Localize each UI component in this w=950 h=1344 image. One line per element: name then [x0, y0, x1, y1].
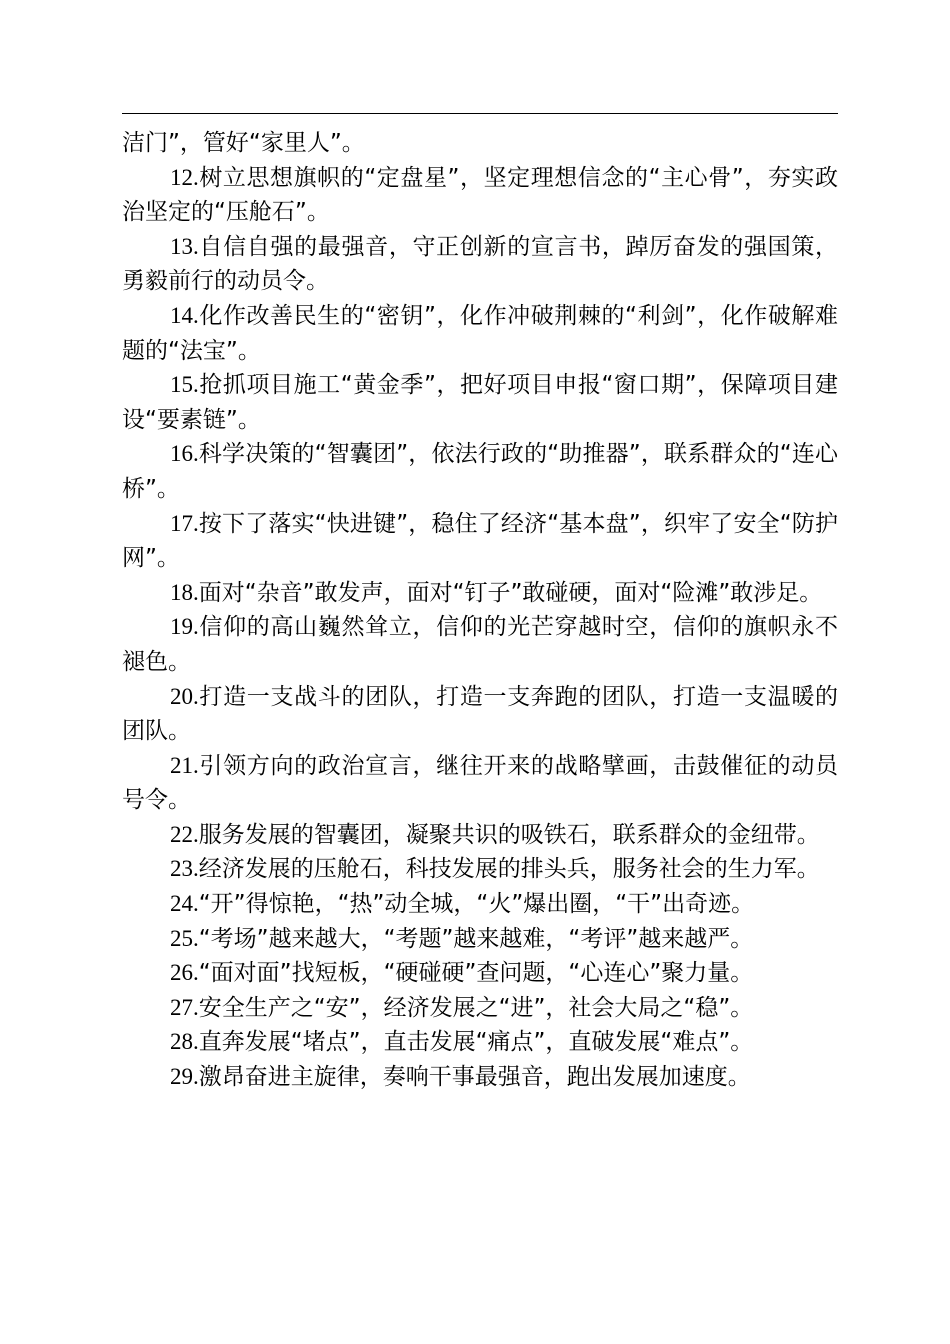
- item-number: 25.: [170, 925, 199, 951]
- list-item: [122, 576, 838, 611]
- item-text: 信仰的高山巍然耸立，信仰的光芒穿越时空，信仰的旗帜永不褪色。: [122, 614, 838, 675]
- item-number: 22.: [170, 821, 199, 847]
- list-item: [122, 299, 838, 368]
- list-item: [122, 956, 838, 991]
- item-number: 24.: [170, 891, 199, 917]
- document-body: [122, 126, 838, 1095]
- item-text: “面对面”找短板，“硬碰硬”查问题，“心连心”聚力量。: [198, 960, 754, 987]
- item-text: 打造一支战斗的团队，打造一支奔跑的团队，打造一支温暖的团队。: [122, 683, 838, 745]
- item-number: 19.: [170, 614, 199, 640]
- list-item: [122, 680, 838, 749]
- item-text: “考场”越来越大，“考题”越来越难，“考评”越来越严。: [198, 925, 754, 952]
- item-text: 树立思想旗帜的“定盘星”，坚定理想信念的“主心骨”，夯实政治坚定的“压舱石”。: [122, 164, 838, 226]
- list-item: [122, 749, 838, 818]
- list-item: [122, 161, 838, 230]
- list-item: [122, 852, 838, 887]
- list-item: [122, 610, 838, 679]
- list-item: [122, 818, 838, 853]
- item-number: 14.: [170, 302, 199, 328]
- item-text: “开”得惊艳，“热”动全城，“火”爆出圈，“干”出奇迹。: [198, 891, 755, 918]
- item-number: 12.: [170, 164, 199, 190]
- item-number: 13.: [170, 233, 199, 259]
- item-text: 激昂奋进主旋律，奏响干事最强音，跑出发展加速度。: [198, 1064, 751, 1091]
- item-text: 引领方向的政治宣言，继往开来的战略擘画，击鼓催征的动员号令。: [122, 752, 838, 814]
- item-number: 29.: [170, 1064, 199, 1090]
- paragraph-text: 洁门”，管好“家里人”。: [122, 130, 365, 156]
- list-item: [122, 922, 838, 957]
- item-number: 21.: [170, 752, 199, 778]
- item-text: 经济发展的压舱石，科技发展的排头兵，服务社会的生力军。: [198, 856, 820, 883]
- paragraph-continuation: [122, 126, 838, 161]
- item-text: 面对“杂音”敢发声，面对“钉子”敢碰硬，面对“险滩”敢涉足。: [198, 579, 823, 606]
- item-number: 27.: [170, 994, 199, 1020]
- list-item: [122, 368, 838, 437]
- item-text: 直奔发展“堵点”，直击发展“痛点”，直破发展“难点”。: [198, 1029, 754, 1056]
- item-number: 28.: [170, 1029, 199, 1055]
- item-text: 科学决策的“智囊团”，依法行政的“助推器”，联系群众的“连心桥”。: [122, 441, 838, 502]
- item-text: 按下了落实“快进键”，稳住了经济“基本盘”，织牢了安全“防护网”。: [122, 510, 838, 572]
- list-item: [122, 1060, 838, 1095]
- item-number: 20.: [170, 683, 199, 709]
- item-number: 23.: [170, 856, 199, 882]
- item-number: 17.: [170, 510, 199, 536]
- list-item: [122, 1025, 838, 1060]
- list-item: [122, 991, 838, 1026]
- list-item: [122, 437, 838, 506]
- list-item: [122, 230, 838, 299]
- item-number: 15.: [170, 372, 199, 398]
- list-item: [122, 507, 838, 576]
- item-text: 安全生产之“安”，经济发展之“进”，社会大局之“稳”。: [198, 994, 754, 1021]
- item-text: 自信自强的最强音，守正创新的宣言书，踔厉奋发的强国策，勇毅前行的动员令。: [122, 233, 838, 295]
- header-rule: [122, 113, 838, 114]
- list-item: [122, 887, 838, 922]
- item-number: 16.: [170, 441, 199, 467]
- item-text: 抢抓项目施工“黄金季”，把好项目申报“窗口期”，保障项目建设“要素链”。: [122, 372, 838, 433]
- item-number: 18.: [170, 579, 199, 605]
- item-text: 化作改善民生的“密钥”，化作冲破荆棘的“利剑”，化作破解难题的“法宝”。: [122, 302, 838, 364]
- item-number: 26.: [170, 960, 199, 986]
- item-text: 服务发展的智囊团，凝聚共识的吸铁石，联系群众的金纽带。: [198, 821, 820, 848]
